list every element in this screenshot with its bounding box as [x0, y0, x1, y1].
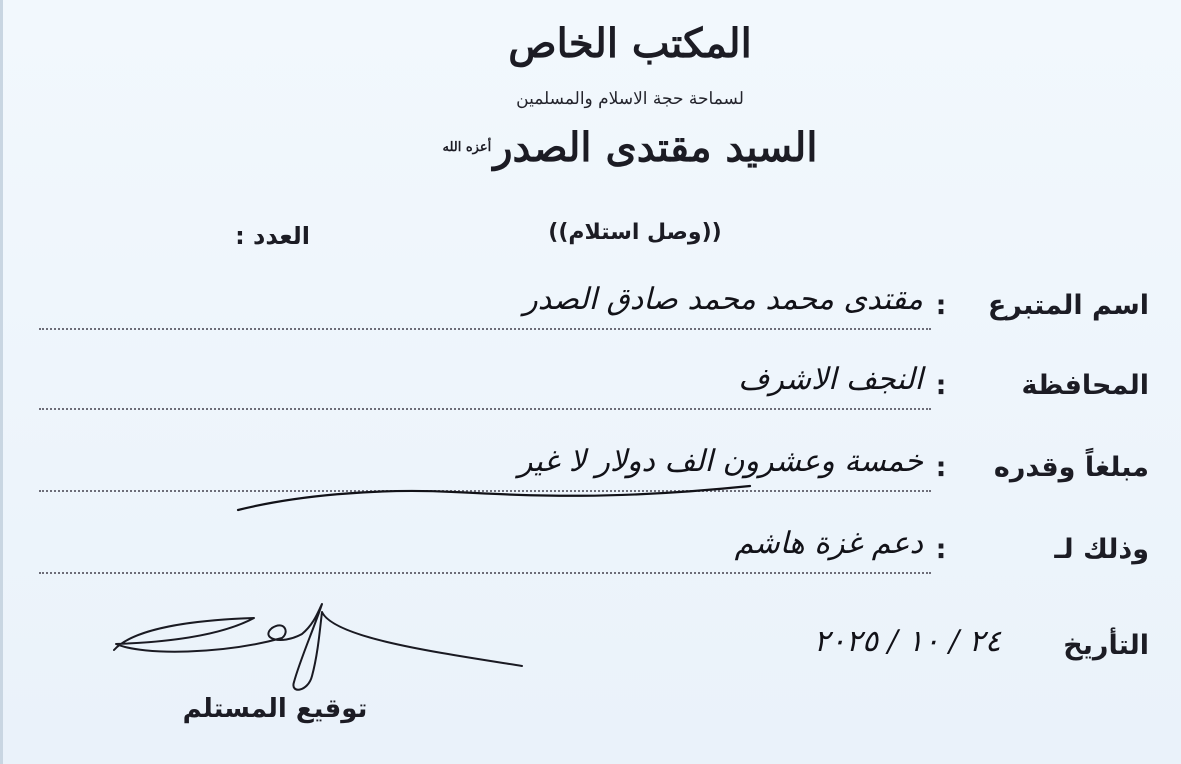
- page-edge: [0, 0, 3, 764]
- letterhead-name-text: السيد مقتدى الصدر: [493, 124, 818, 171]
- date-row: [689, 622, 1149, 678]
- province-colon: :: [935, 370, 947, 401]
- amount-value: خمسة وعشرون الف دولار لا غير: [517, 444, 923, 479]
- province-value: النجف الاشرف: [738, 362, 923, 397]
- document-number-label: العدد :: [235, 222, 310, 250]
- date-label: التأريخ: [1063, 630, 1149, 661]
- signature-label: توقيع المستلم: [182, 694, 368, 724]
- recipient-signature: [104, 598, 534, 698]
- donor-dotted-line: [39, 328, 931, 330]
- letterhead-name: [440, 118, 820, 182]
- province-dotted-line: [39, 408, 931, 410]
- donor-row: [39, 282, 1149, 338]
- purpose-colon: :: [935, 534, 947, 565]
- letterhead: [440, 8, 820, 182]
- purpose-value: دعم غزة هاشم: [734, 526, 923, 561]
- letterhead-honorific: أعزه الله: [442, 140, 492, 155]
- letterhead-subtitle: لسماحة حجة الاسلام والمسلمين: [516, 89, 744, 109]
- purpose-dotted-line: [39, 572, 931, 574]
- purpose-row: [39, 526, 1149, 582]
- province-label: المحافظة: [1021, 370, 1149, 401]
- amount-colon: :: [935, 452, 947, 483]
- document-title: ((وصل استلام)): [548, 220, 722, 245]
- donor-colon: :: [935, 290, 947, 321]
- amount-label: مبلغاً وقدره: [993, 452, 1149, 483]
- date-value: ٢٤ / ١٠ / ٢٠٢٥: [813, 624, 1001, 659]
- purpose-label: وذلك لـ: [1054, 534, 1149, 565]
- donor-value: مقتدى محمد محمد صادق الصدر: [523, 282, 923, 317]
- amount-underline-flourish: [234, 478, 754, 518]
- donor-label: اسم المتبرع: [987, 290, 1149, 321]
- letterhead-office: المكتب الخاص: [508, 20, 752, 67]
- province-row: [39, 362, 1149, 418]
